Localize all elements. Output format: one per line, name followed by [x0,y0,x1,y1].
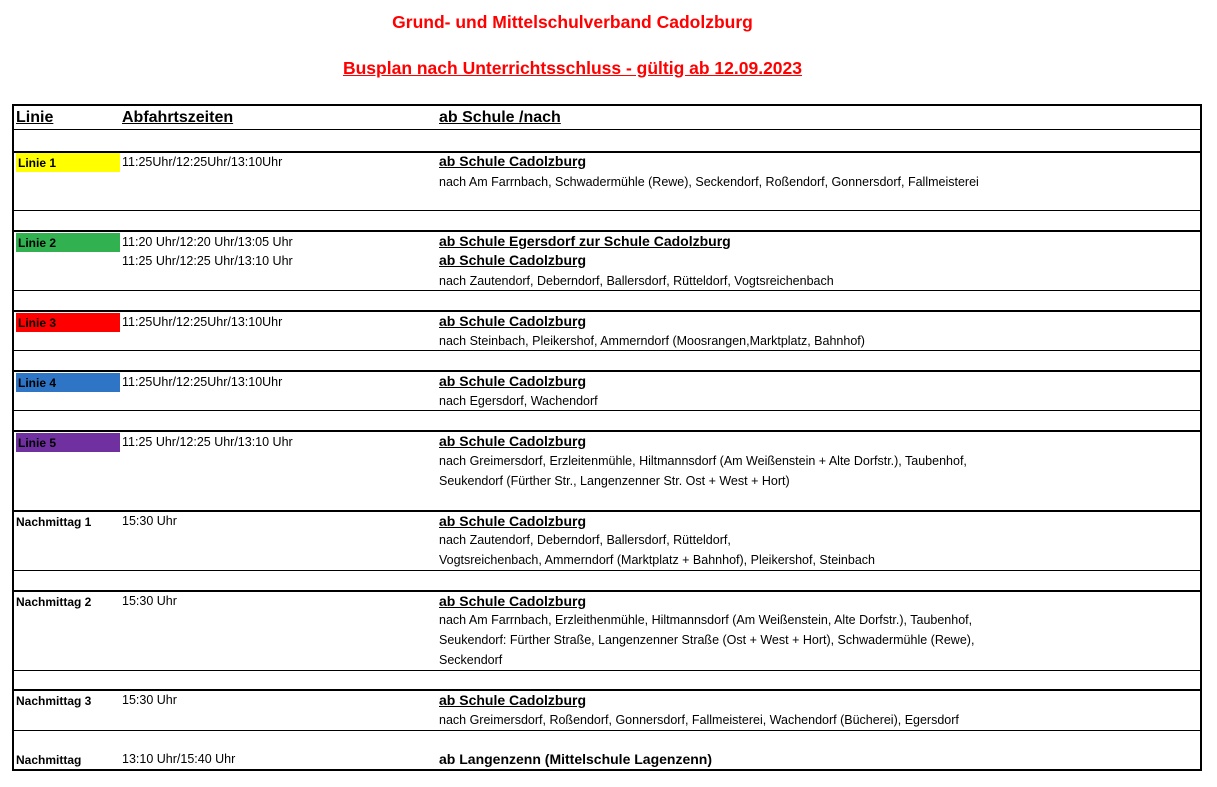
line-3-color-swatch [16,313,120,332]
departure-times: 11:25Uhr/12:25Uhr/13:10Uhr [122,315,283,329]
destinations: nach Zautendorf, Deberndorf, Ballersdorf, Rütteldorf, Vogtsreichenbach [439,274,834,288]
school-origin: ab Schule Cadolzburg [439,252,587,268]
destinations: nach Greimersdorf, Erzleitenmühle, Hiltmannsdorf (Am Weißenstein + Alte Dorfstr.), Taubenhof, [439,454,967,468]
destinations: nach Zautendorf, Deberndorf, Ballersdorf, Rütteldorf, [439,533,731,547]
divider [14,230,1200,232]
divider [14,350,1200,351]
destinations: Seukendorf (Fürther Str., Langenzenner Str. Ost + West + Hort) [439,474,790,488]
destinations: Vogtsreichenbach, Ammerndorf (Marktplatz + Bahnhof), Pleikershof, Steinbach [439,553,875,567]
line-4-color-swatch [16,373,120,392]
line-label: Nachmittag 2 [16,595,92,609]
destinations: Seukendorf: Fürther Straße, Langenzenner Straße (Ost + West + Hort), Schwadermühle (Rewe), [439,633,975,647]
departure-times: 11:25Uhr/12:25Uhr/13:10Uhr [122,375,283,389]
line-label: Nachmittag 1 [16,515,92,529]
departure-times: 15:30 Uhr [122,693,177,707]
divider [14,670,1200,671]
school-origin: ab Schule Egersdorf zur Schule Cadolzburg [439,233,731,249]
divider [14,410,1200,411]
departure-times: 11:25Uhr/12:25Uhr/13:10Uhr [122,155,283,169]
departure-times: 11:25 Uhr/12:25 Uhr/13:10 Uhr [122,435,293,449]
line-label: Linie 3 [18,316,57,330]
departure-times: 11:20 Uhr/12:20 Uhr/13:05 Uhr [122,235,293,249]
divider [14,290,1200,291]
divider [14,151,1200,153]
destinations: Seckendorf [439,653,503,667]
document-title: Grund- und Mittelschulverband Cadolzburg [392,12,753,32]
line-label: Linie 2 [18,236,57,250]
line-1-color-swatch [16,153,120,172]
line-label: Linie 1 [18,156,57,170]
destinations: nach Greimersdorf, Roßendorf, Gonnersdorf, Fallmeisterei, Wachendorf (Bücherei), Egersdorf [439,713,959,727]
divider [14,430,1200,432]
divider [14,370,1200,372]
divider [14,510,1200,512]
line-label: Nachmittag 3 [16,694,92,708]
school-origin: ab Schule Cadolzburg [439,313,587,329]
destinations: nach Am Farrnbach, Schwadermühle (Rewe), Seckendorf, Roßendorf, Gonnersdorf, Fallmeisterei [439,175,979,189]
divider [14,310,1200,312]
destinations: nach Am Farrnbach, Erzleithenmühle, Hiltmannsdorf (Am Weißenstein, Alte Dorfstr.), Taubenhof, [439,613,973,627]
destinations: nach Steinbach, Pleikershof, Ammerndorf (Moosrangen,Marktplatz, Bahnhof) [439,334,865,348]
destinations: nach Egersdorf, Wachendorf [439,394,598,408]
header-line: Linie [16,109,54,126]
school-origin: ab Schule Cadolzburg [439,692,587,708]
divider [14,689,1200,691]
departure-times: 15:30 Uhr [122,594,177,608]
departure-times: 15:30 Uhr [122,514,177,528]
document-subtitle: Busplan nach Unterrichtsschluss - gültig ab 12.09.2023 [342,58,803,78]
line-label: Linie 5 [18,436,57,450]
school-origin: ab Schule Cadolzburg [439,373,587,389]
departure-times: 11:25 Uhr/12:25 Uhr/13:10 Uhr [122,254,293,268]
school-origin: ab Langenzenn (Mittelschule Lagenzenn) [439,751,713,767]
bus-schedule-table [12,104,1202,771]
school-origin: ab Schule Cadolzburg [439,433,587,449]
school-origin: ab Schule Cadolzburg [439,593,587,609]
divider [14,129,1200,130]
school-origin: ab Schule Cadolzburg [439,513,587,529]
header-times: Abfahrtszeiten [122,109,234,126]
school-origin: ab Schule Cadolzburg [439,153,587,169]
departure-times: 13:10 Uhr/15:40 Uhr [122,752,236,766]
divider [14,730,1200,731]
line-label: Nachmittag [16,753,82,767]
line-2-color-swatch [16,233,120,252]
header-route: ab Schule /nach [439,109,561,126]
line-label: Linie 4 [18,376,57,390]
line-5-color-swatch [16,433,120,452]
divider [14,570,1200,571]
divider [14,210,1200,211]
divider [14,590,1200,592]
